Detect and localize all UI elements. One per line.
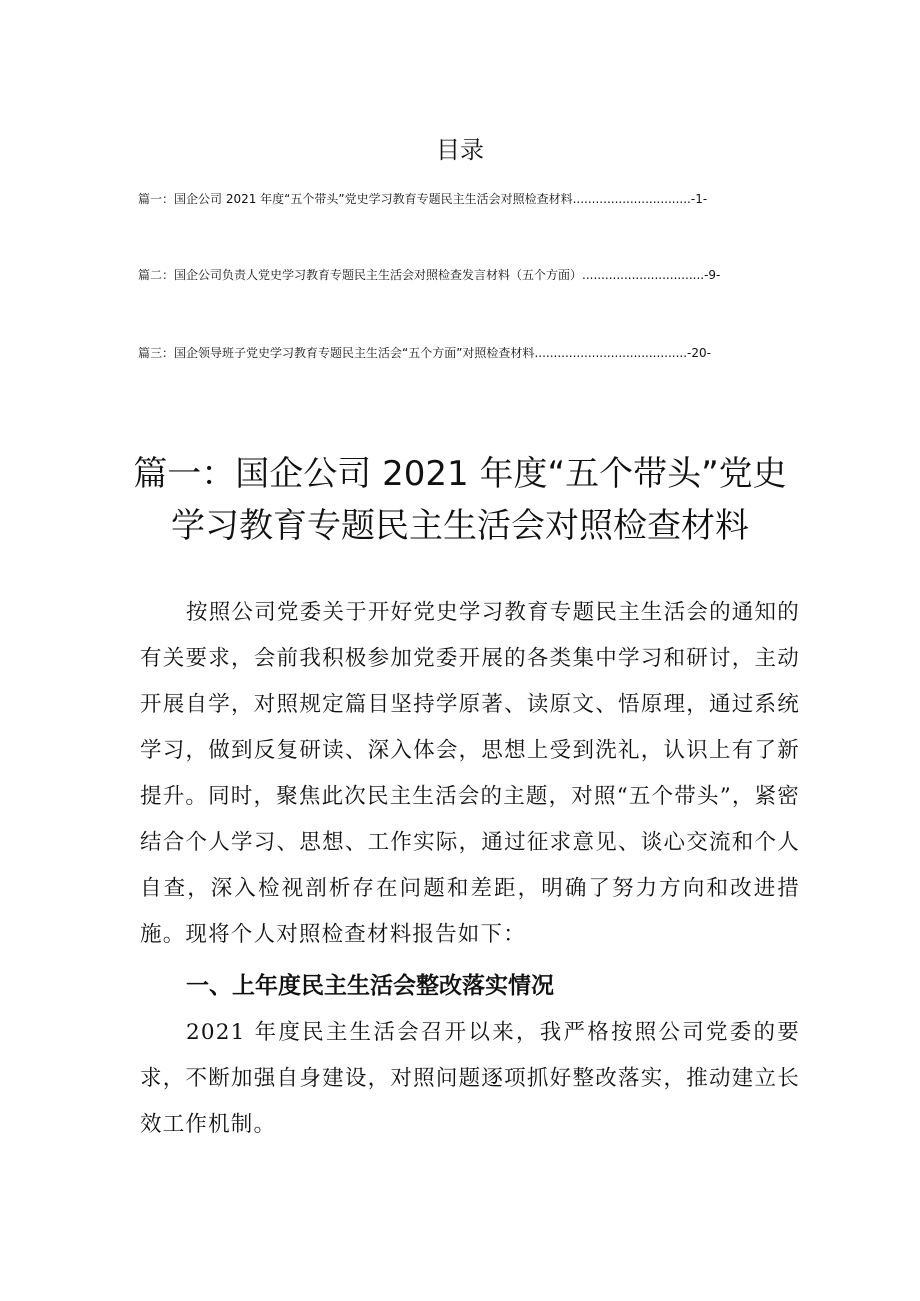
toc-entry-page: -9-: [704, 268, 721, 282]
toc-entry-title: 篇一：国企公司 2021 年度“五个带头”党史学习教育专题民主生活会对照检查材料: [138, 192, 573, 206]
intro-paragraph: 按照公司党委关于开好党史学习教育专题民主生活会的通知的有关要求，会前我积极参加党委开展的各类集中学习和研讨，主动开展自学，对照规定篇目坚持学原著、读原文、悟原理，通过系统学习，做到反复研读、深入体会，思想上受到洗礼，认识上有了新提升。同时，聚焦此次民主生活会的主题，对照“五个带头”，紧密结合个人学习、思想、工作实际，通过征求意见、谈心交流和个人自查，深入检视剖析存在问题和差距，明确了努力方向和改进措施。现将个人对照检查材料报告如下：: [140, 600, 800, 947]
toc-entry[interactable]: [138, 344, 778, 362]
toc-entry[interactable]: [138, 266, 778, 284]
document-title-line-2: 学习教育专题民主生活会对照检查材料: [171, 506, 749, 546]
toc-entry-leader: ................................: [582, 268, 705, 282]
document-title-line-1: 篇一：国企公司 2021 年度“五个带头”党史: [133, 454, 787, 494]
section-heading: 一、上年度民主生活会整改落实情况: [186, 973, 554, 999]
toc-heading: 目录: [436, 136, 484, 164]
toc-entry[interactable]: [138, 190, 778, 208]
toc-entry-page: -1-: [690, 192, 708, 206]
toc-entry-title: 篇二：国企公司负责人党史学习教育专题民主生活会对照检查发言材料（五个方面）: [138, 268, 583, 282]
toc-entry-leader: ...............................: [572, 192, 691, 206]
toc-entry-leader: ........................................: [534, 346, 688, 360]
section-paragraph: 2021 年度民主生活会召开以来，我严格按照公司党委的要求，不断加强自身建设，对照问题逐项抓好整改落实，推动建立长效工作机制。: [140, 1020, 800, 1137]
toc-entry-page: -20-: [687, 346, 711, 360]
toc-entry-title: 篇三：国企领导班子党史学习教育专题民主生活会“五个方面”对照检查材料: [138, 346, 535, 360]
